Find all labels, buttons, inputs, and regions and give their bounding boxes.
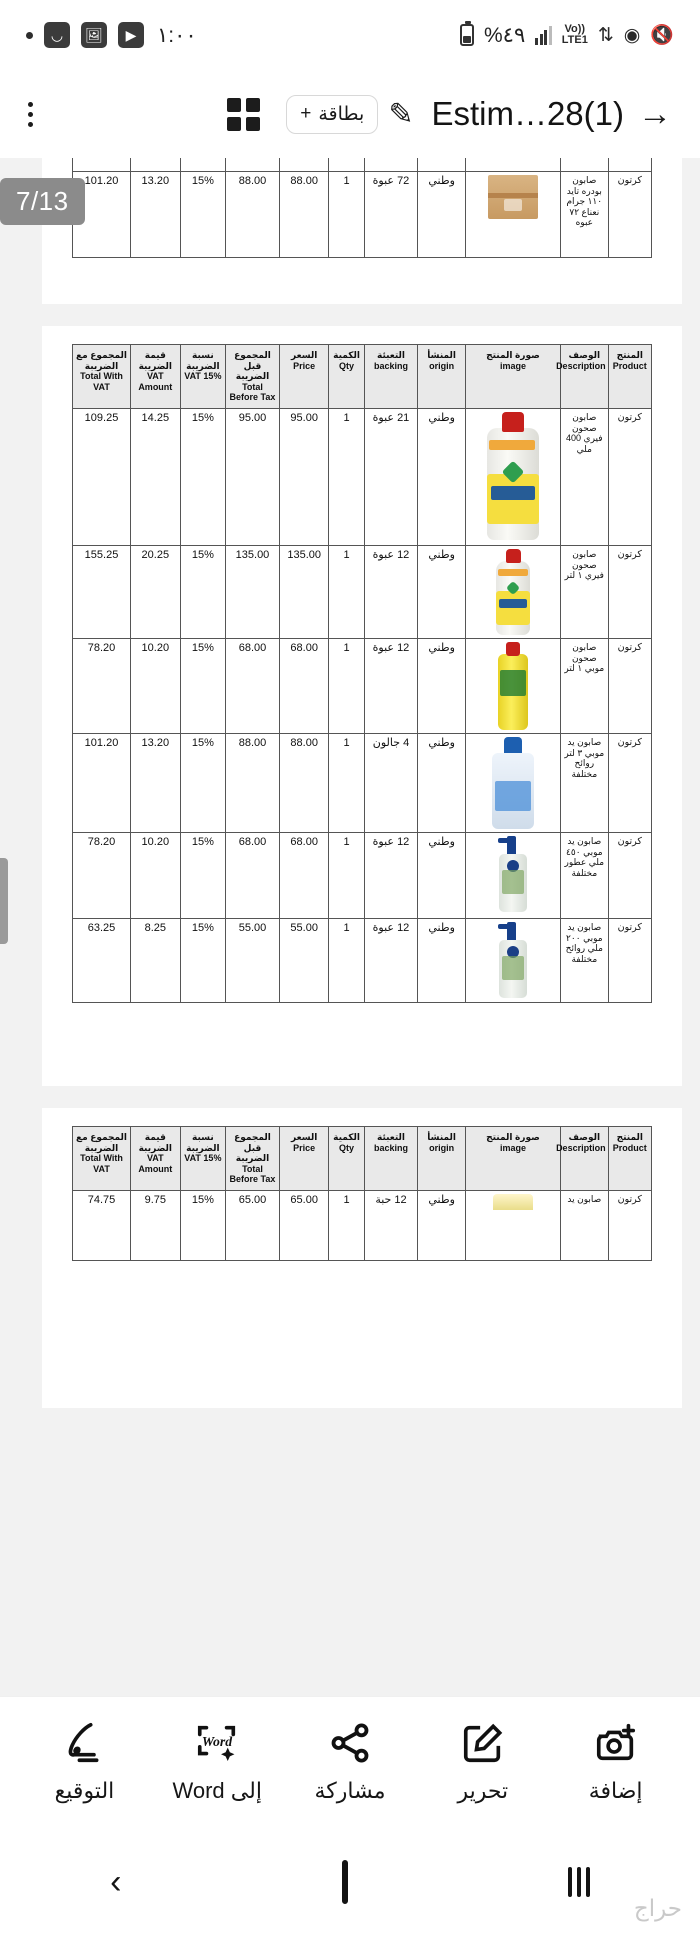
dot-icon — [26, 32, 33, 39]
cell-product: كرتون — [608, 919, 651, 1003]
cell-price — [279, 158, 329, 172]
cell-backing: 21 عبوة — [364, 409, 418, 546]
action-signature-label: التوقيع — [54, 1777, 115, 1803]
mute-icon: 🔇 — [650, 24, 674, 46]
cell-vat-pct — [180, 158, 225, 172]
cell-qty: 1 — [329, 409, 364, 546]
action-add-label: إضافة — [588, 1777, 643, 1803]
cell-origin: وطني — [418, 546, 466, 639]
th-total-with: المجموع مع الضريبة Total With VAT — [73, 1127, 131, 1191]
page-indicator: 7/13 — [0, 178, 85, 225]
cell-backing: 12 عبوة — [364, 919, 418, 1003]
cell-total-before: 55.00 — [226, 919, 280, 1003]
cell-vat-pct: 15% — [180, 546, 225, 639]
cell-vat-amount — [131, 158, 181, 172]
signature-icon — [61, 1720, 107, 1766]
cell-qty: 1 — [329, 172, 364, 258]
cell-total-with: 101.20 — [73, 172, 131, 258]
share-icon — [327, 1720, 373, 1766]
status-bar — [0, 0, 700, 70]
cell-total-with: 109.25 — [73, 409, 131, 546]
document-page-bottom — [42, 1108, 682, 1408]
cell-total-with: 63.25 — [73, 919, 131, 1003]
table-row — [73, 409, 652, 546]
th-vat-pct: نسبة الضريبة VAT 15% — [180, 345, 225, 409]
cell-vat-pct: 15% — [180, 1191, 225, 1261]
signal-bars-icon — [535, 26, 552, 45]
cell-product: كرتون — [608, 639, 651, 734]
cell-vat-pct: 15% — [180, 919, 225, 1003]
battery-percent: %٤٩ — [483, 23, 526, 47]
cell-price: 68.00 — [279, 639, 329, 734]
action-to-word-label: إلى Word — [172, 1777, 262, 1803]
status-right-group — [26, 22, 197, 48]
add-card-button[interactable] — [286, 95, 378, 134]
cell-total-with: 78.20 — [73, 639, 131, 734]
product-thumbnail-cell — [465, 546, 560, 639]
plus-icon: + — [300, 103, 312, 124]
cell-product: كرتون — [608, 833, 651, 919]
add-photo-icon — [593, 1720, 639, 1766]
cell-product: كرتون — [608, 409, 651, 546]
cell-vat-pct: 15% — [180, 409, 225, 546]
cell-total-before: 88.00 — [226, 172, 280, 258]
th-backing: التعبئة backing — [364, 1127, 418, 1191]
cell-product: كرتون — [608, 734, 651, 833]
action-signature[interactable] — [24, 1720, 144, 1804]
th-description: الوصف Description — [561, 345, 609, 409]
cell-description: صابون يد موبي ٤٥٠ ملي عطور مختلفة — [561, 833, 609, 919]
cell-vat-amount: 10.20 — [131, 833, 181, 919]
cell-product: كرتون — [608, 172, 651, 258]
cell-total-before: 68.00 — [226, 639, 280, 734]
action-share-label: مشاركة — [314, 1777, 386, 1803]
cell-total-before: 68.00 — [226, 833, 280, 919]
cell-origin — [418, 158, 466, 172]
table-row — [73, 833, 652, 919]
cell-qty: 1 — [329, 833, 364, 919]
document-viewer[interactable] — [0, 158, 700, 1798]
th-origin: المنشأ origin — [418, 345, 466, 409]
table-row — [73, 734, 652, 833]
gallery-icon: 🖼 — [81, 22, 107, 48]
table-row — [73, 158, 652, 172]
th-description: الوصف Description — [561, 1127, 609, 1191]
invoice-table-bottom — [72, 1126, 652, 1261]
home-icon[interactable] — [342, 1865, 348, 1899]
cell-price: 88.00 — [279, 172, 329, 258]
cell-backing — [364, 158, 418, 172]
cell-qty: 1 — [329, 919, 364, 1003]
th-price: السعر Price — [279, 345, 329, 409]
cell-origin: وطني — [418, 639, 466, 734]
invoice-table-middle — [72, 344, 652, 1003]
add-card-label: بطاقة — [318, 103, 365, 125]
cell-vat-amount: 13.20 — [131, 172, 181, 258]
cell-vat-amount: 8.25 — [131, 919, 181, 1003]
cell-price: 65.00 — [279, 1191, 329, 1261]
cell-description: صابون صحون فيري ١ لتر — [561, 546, 609, 639]
cell-qty: 1 — [329, 639, 364, 734]
table-row — [73, 172, 652, 258]
product-thumbnail-cell — [465, 833, 560, 919]
th-backing: التعبئة backing — [364, 345, 418, 409]
document-page-middle — [42, 326, 682, 1086]
product-thumb-yellow-bottle — [490, 642, 536, 730]
cell-vat-pct: 15% — [180, 172, 225, 258]
cell-qty: 1 — [329, 546, 364, 639]
product-thumbnail-cell — [465, 734, 560, 833]
app-toolbar — [0, 70, 700, 158]
cell-price: 55.00 — [279, 919, 329, 1003]
cell-vat-amount: 13.20 — [131, 734, 181, 833]
app-icon: ◡ — [44, 22, 70, 48]
action-to-word[interactable] — [157, 1720, 277, 1804]
cell-vat-pct: 15% — [180, 639, 225, 734]
cell-product: كرتون — [608, 546, 651, 639]
invoice-table-top — [72, 158, 652, 258]
action-edit[interactable] — [423, 1720, 543, 1804]
table-header-bottom — [73, 1127, 652, 1191]
th-origin: المنشأ origin — [418, 1127, 466, 1191]
cell-origin: وطني — [418, 833, 466, 919]
cell-total-before: 65.00 — [226, 1191, 280, 1261]
youtube-icon: ▶ — [118, 22, 144, 48]
cell-price: 135.00 — [279, 546, 329, 639]
product-thumb-fairy-large — [475, 412, 551, 542]
product-thumb-carton-brown — [488, 175, 538, 219]
back-icon[interactable]: › — [110, 1863, 122, 1901]
table-body-middle — [73, 409, 652, 1003]
cell-total-with: 101.20 — [73, 734, 131, 833]
cell-vat-amount: 14.25 — [131, 409, 181, 546]
th-product: المنتج Product — [608, 1127, 651, 1191]
product-thumbnail-cell — [465, 409, 560, 546]
table-body-top — [73, 158, 652, 258]
cell-backing: 12 عبوة — [364, 639, 418, 734]
cell-origin: وطني — [418, 409, 466, 546]
table-row — [73, 639, 652, 734]
th-qty: الكمية Qty — [329, 1127, 364, 1191]
action-share[interactable] — [290, 1720, 410, 1804]
status-left-group — [460, 23, 674, 48]
cell-description: صابون صحون موبي ١ لتر — [561, 639, 609, 734]
product-thumbnail-cell — [465, 919, 560, 1003]
th-price: السعر Price — [279, 1127, 329, 1191]
cell-description: صابون يد موبي ٣ لتر روائح مختلفة — [561, 734, 609, 833]
cell-total-with: 74.75 — [73, 1191, 131, 1261]
th-qty: الكمية Qty — [329, 345, 364, 409]
cell-description — [561, 158, 609, 172]
recents-icon[interactable] — [568, 1867, 590, 1897]
th-vat-amount: قيمة الضريبة VAT Amount — [131, 1127, 181, 1191]
cell-origin: وطني — [418, 172, 466, 258]
scroll-handle[interactable] — [0, 858, 8, 944]
table-body-bottom — [73, 1191, 652, 1261]
battery-icon — [460, 24, 474, 46]
cell-qty — [329, 158, 364, 172]
th-total-with: المجموع مع الضريبة Total With VAT — [73, 345, 131, 409]
cell-origin: وطني — [418, 919, 466, 1003]
product-thumb-pump-soap — [492, 836, 534, 912]
product-thumb-partial — [493, 1194, 533, 1210]
table-row — [73, 1191, 652, 1261]
product-thumbnail-cell — [465, 1191, 560, 1261]
cell-price: 95.00 — [279, 409, 329, 546]
cell-total-with — [73, 158, 131, 172]
cell-backing: 4 جالون — [364, 734, 418, 833]
cell-total-before: 95.00 — [226, 409, 280, 546]
document-title[interactable]: Estim…28(1) — [431, 95, 624, 132]
cell-origin: وطني — [418, 1191, 466, 1261]
th-vat-amount: قيمة الضريبة VAT Amount — [131, 345, 181, 409]
svg-text:Word: Word — [202, 1733, 233, 1749]
th-vat-pct: نسبة الضريبة VAT 15% — [180, 1127, 225, 1191]
th-product: المنتج Product — [608, 345, 651, 409]
product-thumbnail-cell — [465, 639, 560, 734]
cell-total-before: 88.00 — [226, 734, 280, 833]
cell-vat-pct: 15% — [180, 833, 225, 919]
more-options-icon[interactable] — [22, 96, 39, 133]
wifi-icon: ⇅ — [597, 24, 614, 46]
grid-view-icon[interactable] — [227, 98, 260, 131]
th-image: صورة المنتج image — [465, 1127, 560, 1191]
clock: ١:٠٠ — [157, 23, 197, 47]
cell-price: 88.00 — [279, 734, 329, 833]
cell-total-with: 78.20 — [73, 833, 131, 919]
cell-vat-amount: 20.25 — [131, 546, 181, 639]
watermark: حراج — [633, 1895, 682, 1921]
cell-description: صابون صحون فيري 400 ملي — [561, 409, 609, 546]
hotspot-icon: ◉ — [623, 24, 641, 46]
cell-qty: 1 — [329, 734, 364, 833]
product-thumbnail-cell — [465, 172, 560, 258]
action-edit-label: تحرير — [457, 1777, 509, 1803]
cell-vat-amount: 9.75 — [131, 1191, 181, 1261]
cell-description: صابون يد موبي ٢٠٠ ملي روائح مختلفة — [561, 919, 609, 1003]
forward-arrow-icon[interactable]: → — [638, 95, 672, 133]
action-bar — [0, 1696, 700, 1826]
cell-product — [608, 158, 651, 172]
table-row — [73, 919, 652, 1003]
cell-origin: وطني — [418, 734, 466, 833]
cell-backing: 12 عبوة — [364, 833, 418, 919]
cell-qty: 1 — [329, 1191, 364, 1261]
product-thumb-blue-jug — [482, 737, 544, 829]
cell-total-with: 155.25 — [73, 546, 131, 639]
cell-description: صابون يد — [561, 1191, 609, 1261]
word-icon — [194, 1720, 240, 1766]
volte-icon: Vo)) LTE1 — [561, 23, 588, 46]
cell-backing: 72 عبوة — [364, 172, 418, 258]
edit-pencil-icon[interactable]: ✎ — [388, 97, 414, 131]
edit-icon — [460, 1720, 506, 1766]
table-header-row — [73, 345, 652, 409]
cell-total-before: 135.00 — [226, 546, 280, 639]
th-image: صورة المنتج image — [465, 345, 560, 409]
product-thumb-pump-soap — [492, 922, 534, 998]
product-thumb-fairy-small — [488, 549, 538, 635]
th-total-before: المجموع قبل الضريبة Total Before Tax — [226, 1127, 280, 1191]
document-page-top — [42, 158, 682, 304]
th-total-before: المجموع قبل الضريبة Total Before Tax — [226, 345, 280, 409]
cell-product: كرتون — [608, 1191, 651, 1261]
product-thumbnail-cell — [465, 158, 560, 172]
android-nav-bar — [0, 1826, 700, 1938]
cell-backing: 12 عبوة — [364, 546, 418, 639]
table-row — [73, 546, 652, 639]
table-header-row — [73, 1127, 652, 1191]
cell-price: 68.00 — [279, 833, 329, 919]
cell-total-before — [226, 158, 280, 172]
cell-vat-amount: 10.20 — [131, 639, 181, 734]
cell-backing: 12 حبة — [364, 1191, 418, 1261]
table-header-middle — [73, 345, 652, 409]
cell-vat-pct: 15% — [180, 734, 225, 833]
action-add[interactable] — [556, 1720, 676, 1804]
cell-description: صابون بودره تايد ١١٠ جرام نعناع ٧٢ عبوه — [561, 172, 609, 258]
